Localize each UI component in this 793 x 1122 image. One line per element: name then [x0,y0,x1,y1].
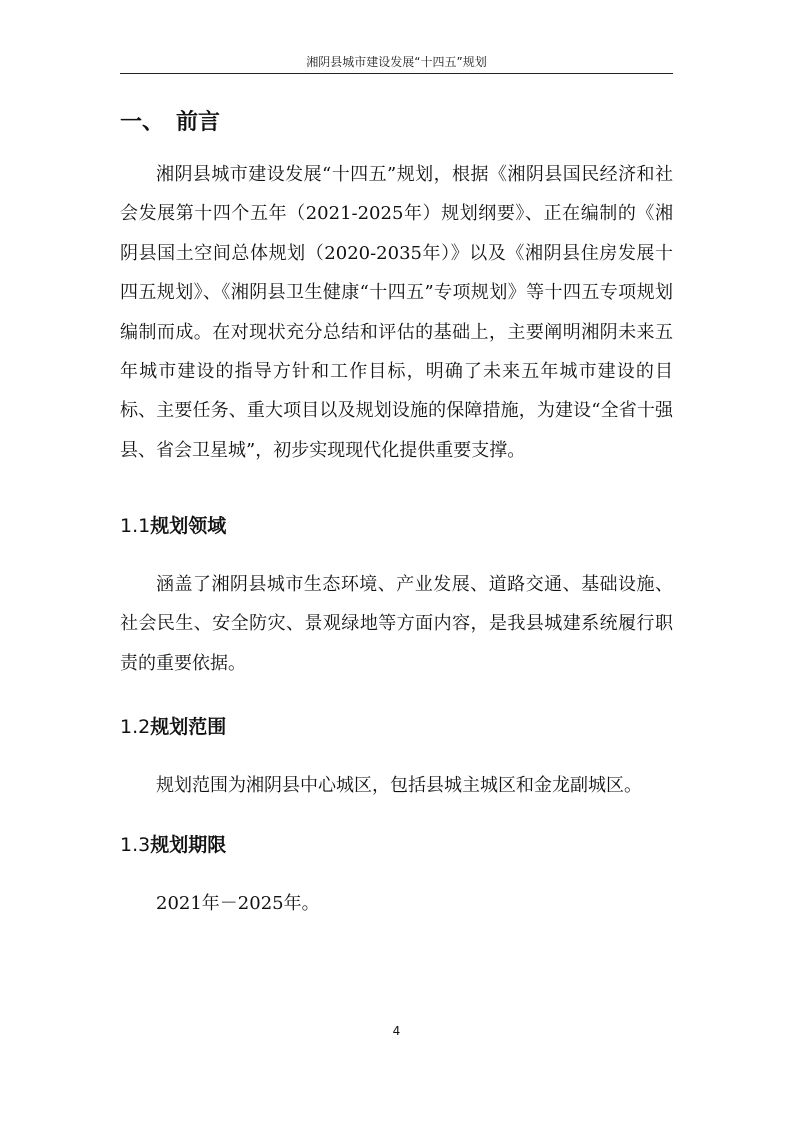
subsection-number: 1.3 [120,834,151,856]
subsection-number: 1.2 [120,716,151,738]
subsection-number: 1.1 [120,515,151,537]
running-header: 湘阴县城市建设发展“十四五”规划 [306,55,487,69]
period-paragraph: 2021年－2025年。 [156,893,320,914]
subsection-title: 规划范围 [150,716,227,738]
page-number: 4 [392,1024,401,1038]
section-heading [120,108,220,138]
subsection-heading-1-1 [120,513,226,539]
range-paragraph: 规划范围为湘阴县中心城区，包括县城主城区和金龙副城区。 [156,775,642,796]
header-divider [120,73,673,74]
subsection-heading-1-2 [120,714,226,740]
section-number: 一、 [120,110,165,135]
intro-paragraph: 湘阴县城市建设发展“十四五”规划，根据《湘阴县国民经济和社会发展第十四个五年（2021-2025年）规划纲要》、正在编制的《湘阴县国土空间总体规划（2020-2035年）》以及《湘阴县住房发展十四五规划》、《湘阴县卫生健康“十四五”专项规划》等十四五专项规划编制而成。在对现状充分总结和评估的基础上，主要阐明湘阴未来五年城市建设的指导方针和工作目标，明确了未来五年城市建设的目标、主要任务、重大项目以及规划设施的保障措施，为建设“全省十强县、省会卫星城”，初步实现现代化提供重要支撑。 [120,164,673,461]
subsection-title: 规划期限 [150,834,227,856]
scope-paragraph: 涵盖了湘阴县城市生态环境、产业发展、道路交通、基础设施、社会民生、安全防灾、景观绿地等方面内容，是我县城建系统履行职责的重要依据。 [120,574,673,674]
subsection-title: 规划领域 [150,515,227,537]
section-title: 前言 [176,110,221,135]
subsection-heading-1-3 [120,832,226,858]
